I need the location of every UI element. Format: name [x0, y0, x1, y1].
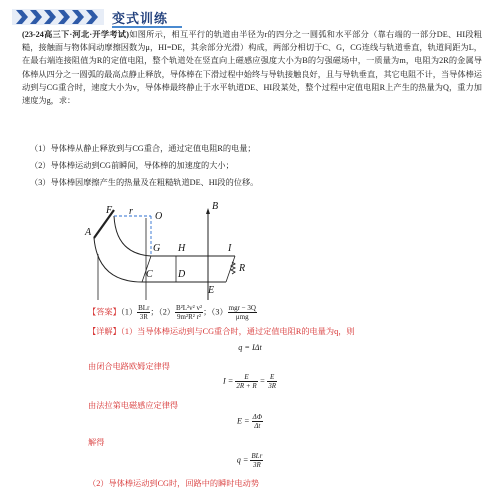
- detail-line-5: （2）导体棒运动到CG时，回路中的瞬时电动势: [88, 479, 260, 488]
- equation-4: [0, 452, 500, 469]
- answer-3-prefix: ；（3）: [203, 307, 228, 317]
- equation-3-left: E =: [236, 416, 250, 426]
- equation-2-right-denominator: 3R: [268, 382, 277, 390]
- answer-2-fraction: [175, 304, 203, 321]
- detail-line-3: 由法拉第电磁感应定律得: [88, 401, 179, 410]
- label-C: C: [146, 269, 153, 280]
- answer-3-numerator: mgr − 3Q: [228, 304, 256, 312]
- equation-2-mid-denominator: 2R + R: [236, 382, 257, 390]
- equation-3-numerator: ΔΦ: [252, 413, 263, 421]
- equation-2: I = $\frac{E}{2R + R}$ = $\frac{E}{3R}$: [222, 373, 277, 390]
- problem-body: 如图所示，相互平行的轨道由半径为r的四分之一圆弧和水平部分（靠右端的一部分DE、HI段粗糙，接触面与物体间动摩擦因数为μ，HI=DE，其余部分光滑）构成，两部分相切于C、G，CG连线与轨道垂直，轨道间距为L，在最右端连接阻值为R的定值电阻，整个轨道处在竖直向上磁感应强度大小为B的匀强磁场中，一质量为m，电阻为2R的金属导体棒从四分之一圆弧的最高点静止释放，导体棒在下滑过程中始终与导轨接触良好，且与导轨垂直，其它电阻不计，当导体棒运动到与CG重合时，速度大小为v，导体棒最终静止于水平轨道DE、HI段某处，整个过程中定值电阻R上产生的热量为Q，重力加速度为g，求：: [22, 30, 482, 106]
- equation-4-numerator: BLr: [251, 452, 263, 460]
- label-I: I: [228, 243, 232, 254]
- label-D: D: [178, 269, 186, 280]
- question-2: （2）导体棒运动到CG前瞬间，导体棒的加速度的大小；: [30, 161, 234, 170]
- answer-3-fraction: [228, 304, 257, 321]
- equation-4-fraction: [250, 452, 263, 469]
- equation-4-denominator: 3R: [252, 461, 261, 469]
- chevron-banner-icon: [12, 9, 104, 25]
- equation-2-mid-numerator: E: [235, 373, 257, 382]
- label-F: F: [106, 205, 113, 216]
- answer-line: [88, 304, 488, 321]
- equation-1: q = IΔt: [238, 343, 262, 352]
- answer-1-numerator: BLr: [138, 304, 150, 312]
- equation-3-fraction: [252, 413, 263, 430]
- label-H: H: [178, 243, 186, 254]
- problem-statement: [22, 28, 482, 107]
- equation-2-right-fraction: [267, 373, 277, 390]
- label-r: r: [129, 206, 133, 217]
- equation-3-denominator: Δt: [254, 422, 261, 430]
- question-1: （1）导体棒从静止释放到与CG重合，通过定值电阻R的电量；: [30, 144, 256, 153]
- track-diagram: [80, 196, 250, 302]
- label-B: B: [212, 201, 219, 212]
- label-E: E: [208, 285, 215, 296]
- answer-2-numerator: B²L²v² v²: [175, 304, 203, 312]
- answer-tag: 【答案】: [88, 307, 121, 317]
- equation-2-mid-fraction: [235, 373, 257, 390]
- section-header: [12, 6, 488, 28]
- answer-2-denominator: 9m²R² r²: [177, 313, 202, 321]
- answer-3-denominator: μmg: [235, 313, 249, 321]
- detail-tag: 【详解】: [88, 327, 121, 336]
- label-G: G: [153, 243, 161, 254]
- detail-line-1: （1）当导体棒运动到与CG重合时，通过定值电阻R的电量为q，则: [120, 327, 355, 336]
- label-O: O: [155, 211, 163, 222]
- answer-1-prefix: （1）: [120, 307, 138, 317]
- equation-3: [0, 413, 500, 430]
- label-R: R: [239, 263, 246, 274]
- label-A: A: [85, 227, 92, 238]
- section-title: 变式训练: [112, 12, 169, 27]
- equation-4-left: q =: [236, 455, 249, 465]
- equation-2-left: I =: [222, 376, 234, 386]
- question-3: （3）导体棒因摩擦产生的热量及在粗糙轨道DE、HI段的位移。: [30, 178, 259, 187]
- detail-line-4: 解得: [88, 438, 105, 447]
- answer-2-prefix: ；（2）: [150, 307, 175, 317]
- answer-1-denominator: 3R: [139, 313, 148, 321]
- equation-2-right-numerator: E: [267, 373, 277, 382]
- detail-line-2: 由闭合电路欧姆定律得: [88, 362, 170, 371]
- detail-intro: [88, 326, 488, 338]
- problem-source: (23-24高三下·河北·开学考试): [22, 30, 129, 39]
- answer-1-fraction: [137, 304, 150, 321]
